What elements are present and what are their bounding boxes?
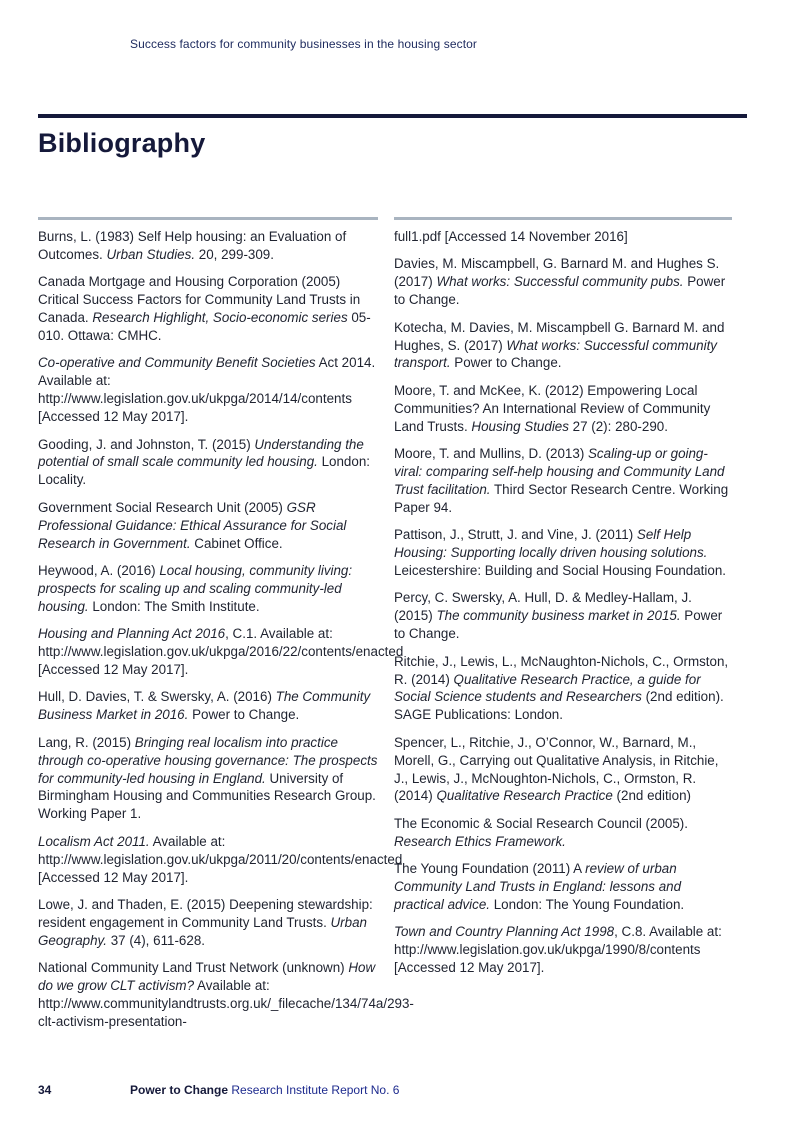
reference-text: London: Locality. [38,454,370,488]
reference-entry [394,653,734,725]
reference-text: Canada Mortgage and Housing Corporation (2005) Critical Success Factors for Community Land Trusts in Canada. [38,274,361,326]
footer-brand: Power to Change [130,1083,229,1097]
reference-text: Kotecha, M. Davies, M. Miscampbell G. Barnard M. and Hughes, S. (2017) [394,319,725,353]
reference-text: 20, 299-309. [195,246,274,262]
reference-italic-text: What works: Successful community transport. [394,337,717,371]
reference-text: Gooding, J. and Johnston, T. (2015) [38,436,255,452]
reference-list [394,228,734,977]
reference-text: , C.1. Available at: http://www.legislation.gov.uk/ukpga/2016/22/contents/enacted [Accessed 12 May 2017]. [38,626,404,678]
reference-entry [394,255,734,309]
reference-italic-text: Urban Studies. [106,246,196,262]
reference-text: Spencer, L., Ritchie, J., O’Connor, W., Barnard, M., Morell, G., Carrying out Qualitative Analysis, in Ritchie, J., Lewis, J., McNoughton-Nichols, C., Ormston, R. (2014) [394,734,719,804]
reference-list [38,228,414,1031]
reference-text: Burns, L. (1983) Self Help housing: an Evaluation of Outcomes. [38,229,347,262]
reference-entry [38,436,378,490]
reference-entry [38,896,378,950]
reference-italic-text: Qualitative Research Practice [436,788,613,804]
reference-entry [394,589,734,643]
reference-text: Available at: http://www.communitylandtrusts.org.uk/_filecache/134/74a/293-clt-activism-presentation- [38,978,414,1029]
header-divider [38,114,747,118]
reference-text: 27 (2): 280-290. [568,418,668,434]
reference-italic-text: Town and Country Planning Act 1998 [394,924,615,940]
reference-italic-text: Understanding the potential of small scale community led housing. [38,436,364,470]
reference-italic-text: Urban Geography. [38,914,367,948]
reference-entry [38,734,378,824]
reference-entry [38,499,378,553]
reference-text: London: The Smith Institute. [88,598,260,614]
reference-text: Leicestershire: Building and Social Housing Foundation. [394,563,726,578]
reference-text: Cabinet Office. [190,535,283,551]
reference-entry [394,526,734,580]
reference-text: 37 (4), 611-628. [106,932,205,948]
reference-text: Percy, C. Swersky, A. Hull, D. & Medley-Hallam, J. (2015) [394,590,692,624]
reference-text: Power to Change. [394,274,726,308]
reference-text: Davies, M. Miscampbell, G. Barnard M. and Hughes S. (2017) [394,256,720,290]
reference-italic-text: How do we grow CLT activism? [38,960,376,994]
reference-text: Power to Change. [394,608,723,642]
reference-text: Lowe, J. and Thaden, E. (2015) Deepening stewardship: resident engagement in Community Land Trusts. [38,897,373,930]
reference-text: Act 2014. Available at: http://www.legislation.gov.uk/ukpga/2014/14/contents [Accessed 12 May 2017]. [38,355,376,425]
reference-entry [394,923,734,977]
page-title: Bibliography [38,128,206,158]
reference-text: (2nd edition). SAGE Publications: London. [394,689,724,723]
running-header: Success factors for community businesses in the housing sector [130,37,478,51]
reference-entry [38,625,404,679]
reference-italic-text: Scaling-up or going-viral: comparing self-help housing and Community Land Trust facilitation. [394,446,725,497]
reference-italic-text: GSR Professional Guidance: Ethical Assurance for Social Research in Government. [38,499,347,551]
reference-text: full1.pdf [Accessed 14 November 2016] [394,229,628,244]
reference-entry [38,959,414,1031]
reference-text: Pattison, J., Strutt, J. and Vine, J. (2011) [394,527,637,543]
reference-text: Moore, T. and McKee, K. (2012) Empowering Local Communities? An International Review of Community Land Trusts. [394,382,711,434]
reference-text: Power to Change. [450,355,562,371]
reference-text: Ritchie, J., Lewis, L., McNaughton-Nichols, C., Ormston, R. (2014) [394,653,729,687]
reference-italic-text: Localism Act 2011. [38,833,150,849]
bibliography-right-column [394,217,734,987]
reference-text: Hull, D. Davies, T. & Swersky, A. (2016) [38,689,276,705]
reference-text: Third Sector Research Centre. Working Paper 94. [394,481,729,515]
reference-text: National Community Land Trust Network (unknown) [38,960,349,976]
reference-entry [38,688,378,724]
reference-text: Government Social Research Unit (2005) [38,499,287,515]
column-divider [38,217,378,220]
page-number: 34 [38,1083,52,1097]
reference-entry [38,273,378,345]
reference-italic-text: Co-operative and Community Benefit Societies [38,355,316,371]
reference-italic-text: The Community Business Market in 2016. [38,689,371,723]
reference-text: , C.8. Available at: http://www.legislation.gov.uk/ukpga/1990/8/contents [Accessed 12 May 2017]. [394,924,722,976]
reference-text: Heywood, A. (2016) [38,563,160,578]
reference-entry [38,833,403,887]
reference-text: Available at: http://www.legislation.gov.uk/ukpga/2011/20/contents/enacted [Accessed 12 May 2017]. [38,833,403,885]
reference-text: Power to Change. [188,707,300,723]
bibliography-left-column [38,217,414,1040]
reference-entry [38,354,378,426]
reference-italic-text: review of urban Community Land Trusts in England: lessons and practical advice. [394,861,682,912]
reference-entry [394,382,734,436]
reference-text: London: The Young Foundation. [490,897,685,912]
reference-text: The Economic & Social Research Council (2005). [394,815,688,831]
reference-text: (2nd edition) [612,788,691,804]
reference-entry [394,319,734,373]
footer-report-title: Research Institute Report No. 6 [228,1083,400,1097]
reference-text: Moore, T. and Mullins, D. (2013) [394,446,588,462]
reference-italic-text: Housing and Planning Act 2016 [38,626,226,642]
reference-italic-text: What works: Successful community pubs. [436,274,684,290]
reference-entry [394,445,734,517]
reference-text: University of Birmingham Housing and Communities Research Group. Working Paper 1. [38,770,376,822]
reference-italic-text: Research Ethics Framework. [394,833,566,849]
reference-italic-text: Housing Studies [471,418,569,434]
reference-italic-text: Bringing real localism into practice through co-operative housing governance: The prospects for community-led housing in England. [38,734,378,786]
page-footer [38,1083,399,1097]
reference-italic-text: Qualitative Research Practice, a guide for Social Science students and Researchers [394,671,701,705]
reference-entry [394,815,734,851]
reference-entry [38,228,378,264]
reference-italic-text: Self Help Housing: Supporting locally driven housing solutions. [394,527,708,561]
reference-italic-text: The community business market in 2015. [436,608,681,624]
reference-italic-text: Research Highlight, Socio-economic series [92,310,348,326]
reference-italic-text: Local housing, community living: prospects for scaling up and scaling community-led housing. [38,563,353,614]
reference-text: Lang, R. (2015) [38,734,135,750]
reference-entry [394,734,734,806]
reference-text: 05-010. Ottawa: CMHC. [38,310,371,344]
reference-entry [38,562,378,616]
reference-entry [394,860,734,914]
reference-entry [394,228,734,246]
reference-text: The Young Foundation (2011) A [394,861,586,877]
column-divider [394,217,732,220]
